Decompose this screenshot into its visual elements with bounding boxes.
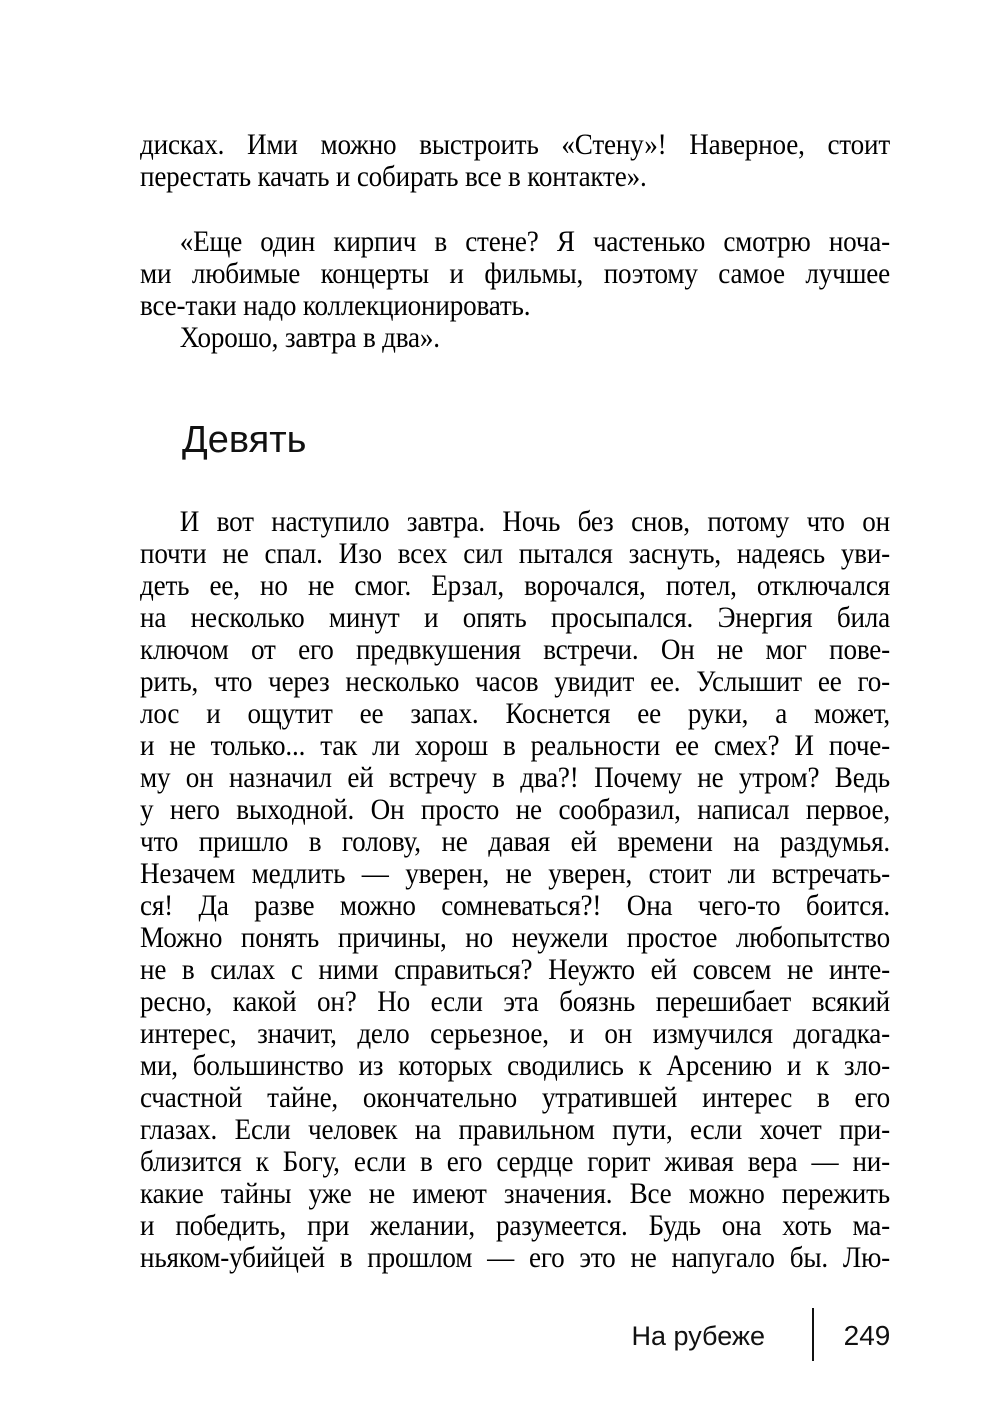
top-text-block bbox=[140, 129, 890, 354]
text-line: почти не спал. Изо всех сил пытался заснуть, надеясь уви- bbox=[140, 537, 890, 570]
text-line: и не только... так ли хорош в реальности ее смех? И поче- bbox=[140, 729, 890, 762]
text-line: дисках. Ими можно выстроить «Стену»! Наверное, стоит bbox=[140, 128, 890, 161]
main-text-block bbox=[140, 506, 890, 1274]
text-line: «Еще один кирпич в стене? Я частенько смотрю ноча- bbox=[179, 225, 890, 258]
text-line: И вот наступило завтра. Ночь без снов, потому что он bbox=[179, 505, 890, 538]
text-line: счастной тайне, окончательно утратившей интерес в его bbox=[140, 1081, 890, 1114]
paragraph bbox=[140, 506, 890, 1274]
text-line: что пришло в голову, не давая ей времени на раздумья. bbox=[140, 825, 890, 858]
main-text-condensed-wrap bbox=[140, 506, 890, 1274]
text-line: на несколько минут и опять просыпался. Энергия била bbox=[140, 601, 890, 634]
text-line: у него выходной. Он просто не сообразил, написал первое, bbox=[140, 793, 890, 826]
paragraph bbox=[140, 129, 890, 193]
text-line: не в силах с ними справиться? Неужто ей совсем не инте- bbox=[140, 953, 890, 986]
running-title: На рубеже bbox=[631, 1321, 765, 1351]
text-line: лос и ощутит ее запах. Коснется ее руки, а может, bbox=[140, 697, 890, 730]
text-line: все-таки надо коллекционировать. bbox=[140, 289, 531, 322]
text-line: ми любимые концерты и фильмы, поэтому самое лучшее bbox=[140, 257, 890, 290]
text-line: глазах. Если человек на правильном пути, если хочет при- bbox=[140, 1113, 890, 1146]
text-line: ми, большинство из которых сводились к Арсению и к зло- bbox=[140, 1049, 890, 1082]
text-line: му он назначил ей встречу в два?! Почему не утром? Ведь bbox=[140, 761, 890, 794]
chapter-heading: Девять bbox=[182, 419, 307, 461]
text-line: интерес, значит, дело серьезное, и он измучился догадка- bbox=[140, 1017, 890, 1050]
text-line: ньяком-убийцей в прошлом — его это не напугало бы. Лю- bbox=[140, 1241, 890, 1274]
paragraph bbox=[140, 226, 890, 322]
text-line: ресно, какой он? Но если эта боязнь перешибает всякий bbox=[140, 985, 890, 1018]
text-line: и победить, при желании, разумеется. Будь она хоть ма- bbox=[140, 1209, 890, 1242]
text-line: рить, что через несколько часов увидит ее. Услышит ее го- bbox=[140, 665, 890, 698]
text-line: близится к Богу, если в его сердце горит живая вера — ни- bbox=[140, 1145, 890, 1178]
text-line: Можно понять причины, но неужели простое любопытство bbox=[140, 921, 890, 954]
paragraph bbox=[140, 322, 890, 354]
text-line: перестать качать и собирать все в контакте». bbox=[140, 160, 647, 193]
text-line: какие тайны уже не имеют значения. Все можно пережить bbox=[140, 1177, 890, 1210]
text-line: ся! Да разве можно сомневаться?! Она чего-то боится. bbox=[140, 889, 890, 922]
text-line: деть ее, но не смог. Ерзал, ворочался, потел, отключался bbox=[140, 569, 890, 602]
top-text-condensed-wrap bbox=[140, 129, 890, 354]
text-line: ключом от его предвкушения встречи. Он не мог пове- bbox=[140, 633, 890, 666]
text-line: Незачем медлить — уверен, не уверен, стоит ли встречать- bbox=[140, 857, 890, 890]
text-line: Хорошо, завтра в два». bbox=[179, 321, 440, 354]
page-number: 249 bbox=[843, 1320, 891, 1351]
paragraph-gap bbox=[140, 193, 890, 226]
